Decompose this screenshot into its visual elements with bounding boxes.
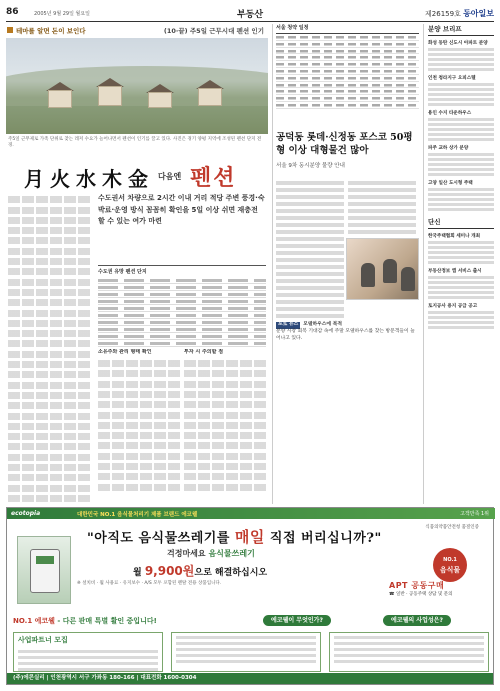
brief-item: 토지공사 용지 공급 공고 <box>428 304 478 309</box>
info-box <box>171 632 321 672</box>
ad-banner-text: 대한민국 NO.1 음식물처리기 제품 브랜드 에코웰 <box>77 512 198 518</box>
sidebar-title: 분양 브리프 <box>428 24 494 36</box>
news-title: 모델하우스에 북적 <box>303 322 342 327</box>
feature-series: (10·끝) 주5일 근무시대 펜션 인기 <box>163 27 264 35</box>
body-column <box>276 178 344 318</box>
schedule-table <box>276 33 419 109</box>
headline-days: 月火水木金 <box>24 167 154 191</box>
mid-article <box>276 24 419 169</box>
business-model-button[interactable]: 에코웰의 사업성은? <box>383 615 451 626</box>
partner-title: 사업파트너 모집 <box>18 636 68 644</box>
brief-item: 화성 동탄 신도시 아파트 분양 <box>428 41 488 46</box>
schedule-table-title: 서울 청약 일정 <box>276 25 309 31</box>
ad-fine-print: ※ 설치비 · 월 사용료 · 유지보수 · A/S 모두 포함된 렌탈 전용 상품입니다. <box>77 581 222 586</box>
feature-header <box>6 24 268 38</box>
quality-cert: 식품의약품안전청 품질인증 <box>425 525 479 530</box>
ad-logo: ecotopia <box>11 510 41 517</box>
issue-number: 제26159호 <box>425 10 461 18</box>
feature-article <box>6 24 268 505</box>
brief-item: 인천 청라지구 오피스텔 <box>428 76 476 81</box>
ad-right-panel <box>389 524 485 604</box>
feature-deck: 수도권서 차량으로 2시간 이내 거리 적당 주변 풍경·숙박료·운영 방식 꼼꼼히 확인을 5일 이상 쉬면 재충전 할 수 있는 여가 마련 <box>98 194 265 226</box>
ad-headline: "아직도 음식물쓰레기를 매일 직접 버리십니까?" <box>87 528 382 546</box>
headline-pension: 펜션 <box>190 165 237 191</box>
photo-caption: 주5일 근무제로 가족 단위로 찾는 레저 수요가 늘어나면서 펜션이 인기를 끌고 있다. 사진은 경기 양평 지역에 조성된 펜션 단지 전경. <box>8 137 262 149</box>
body-column <box>8 193 92 505</box>
column-divider <box>272 24 273 504</box>
brief-item: 부동산정보 앱 서비스 출시 <box>428 269 482 274</box>
pension-table <box>98 265 266 347</box>
mid-subhead: 서울 9차 동시분양 물량 안내 <box>276 163 345 170</box>
news-text: 분양 시장 회복 기대감 속에 주말 모델하우스를 찾는 방문객들이 늘어나고 있다. <box>276 328 415 341</box>
ad-price-line: 월 9,900원으로 해결하십시오 <box>133 564 268 578</box>
sidebar-title: 단신 <box>428 217 494 229</box>
body-column <box>348 178 416 236</box>
pension-photo <box>6 38 268 134</box>
sidebar <box>428 24 494 331</box>
column-subhead: 투자 시 주의할 점 <box>184 349 224 355</box>
page-number: 86 <box>6 7 19 17</box>
feature-body <box>6 193 268 505</box>
apt-group-buy: APT 공동구매 <box>389 581 445 590</box>
what-is-ecowell-button[interactable]: 에코웰이 무엇인가? <box>263 615 331 626</box>
body-column <box>184 349 266 499</box>
body-column <box>98 349 180 499</box>
contact-info: ☎ 일반 · 공동주택 상담 및 문의 <box>389 592 453 597</box>
food-waste-machine-image <box>17 536 71 604</box>
paper-masthead <box>425 8 494 19</box>
advertisement[interactable] <box>6 507 494 685</box>
brief-item: 용인 수지 타운하우스 <box>428 111 472 116</box>
section-title: 부동산 <box>236 10 264 20</box>
page-header <box>6 6 494 22</box>
mid-headline: 공덕동 롯데·신정동 포스코 50평형 이상 대형물건 많아 <box>276 131 413 157</box>
feature-headline <box>6 155 268 193</box>
sale-text: NO.1 에코웰 - 다른 판매 특별 활인 중입니다! <box>13 617 157 625</box>
column-subhead: 소유주와 관리 형태 확인 <box>98 349 152 355</box>
headline-mid: 다음엔 <box>158 172 182 181</box>
news-tag: 포토 뉴스 <box>278 322 299 327</box>
ad-award: 고객만족 1위 <box>460 511 489 517</box>
partner-box <box>13 632 163 672</box>
column-divider <box>423 24 424 504</box>
no1-stamp: NO.1 음식물 <box>433 548 467 582</box>
brief-item: 고양 일산 도시형 주택 <box>428 181 473 186</box>
ad-mid-row <box>13 614 489 630</box>
photo-news <box>276 322 419 358</box>
brief-item: 파주 교하 상가 분양 <box>428 146 469 151</box>
ad-line-2: 걱정마세요 음식물쓰레기 <box>167 549 255 558</box>
feature-kicker: 테마를 알면 돈이 보인다 <box>16 27 86 35</box>
ad-footer: (주)에콘실리 | 인천광역시 서구 가좌동 180-166 | 대표전화 1600-0304 <box>7 673 493 684</box>
paper-name: 동아일보 <box>463 9 494 18</box>
brief-item: 한국주택협회 세미나 개최 <box>428 234 481 239</box>
business-box <box>329 632 489 672</box>
table-title: 수도권 유망 펜션 단지 <box>98 269 147 275</box>
issue-date: 2005년 9월 29일 월요일 <box>34 11 91 17</box>
model-house-photo <box>346 238 419 300</box>
ad-top-banner <box>7 508 495 519</box>
